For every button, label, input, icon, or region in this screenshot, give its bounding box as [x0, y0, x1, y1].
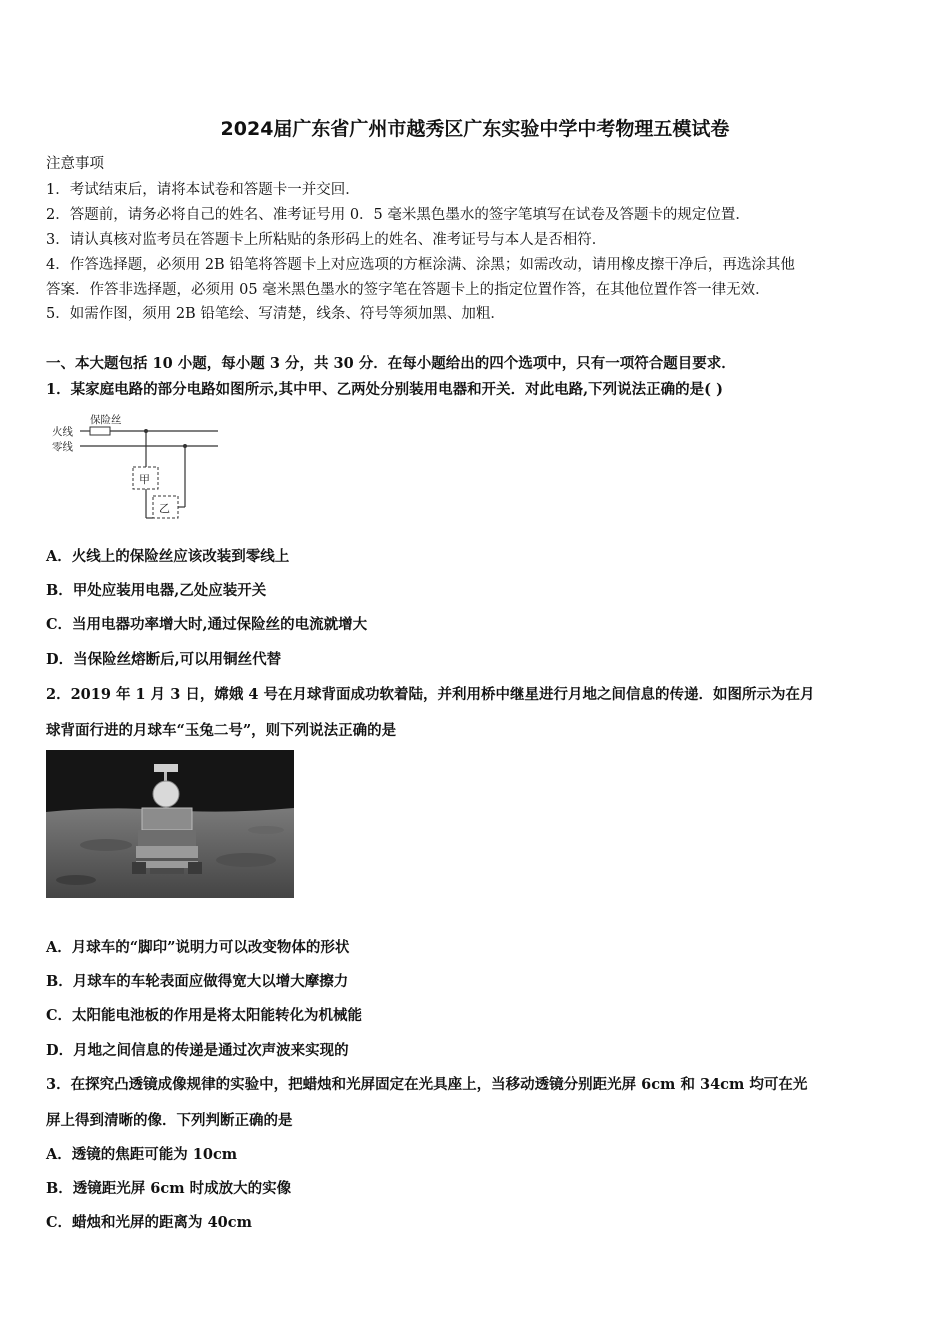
q2-stem-line2: 球背面行进的月球车“玉兔二号”，则下列说法正确的是	[46, 722, 397, 739]
lunar-rover-photo	[46, 750, 294, 898]
q1-stem: 1．某家庭电路的部分电路如图所示,其中甲、乙两处分别装用电器和开关．对此电路,下列说法正确的是( )	[46, 381, 723, 398]
notice-item: 1．考试结束后，请将本试卷和答题卡一并交回．	[46, 182, 360, 198]
live-wire-label: 火线	[52, 426, 73, 438]
q2-option-b: B．月球车的车轮表面应做得宽大以增大摩擦力	[46, 973, 349, 990]
q3-option-c: C．蜡烛和光屏的距离为 40cm	[46, 1214, 252, 1231]
notice-item: 3．请认真核对监考员在答题卡上所粘贴的条形码上的姓名、准考证号与本人是否相符．	[46, 232, 607, 248]
section-heading: 一、本大题包括 10 小题，每小题 3 分，共 30 分．在每小题给出的四个选项中，只有一项符合题目要求．	[46, 355, 736, 372]
notice-item: 4．作答选择题，必须用 2B 铅笔将答题卡上对应选项的方框涂满、涂黑；如需改动，请用橡皮擦干净后，再选涂其他	[46, 257, 795, 273]
notice-item: 5．如需作图，须用 2B 铅笔绘、写清楚，线条、符号等须加黑、加粗．	[46, 306, 505, 322]
fuse-label: 保险丝	[90, 414, 122, 426]
neutral-wire-label: 零线	[52, 441, 73, 453]
device-a-label: 甲	[139, 473, 150, 486]
page-title: 2024届广东省广州市越秀区广东实验中学中考物理五模试卷	[220, 118, 730, 140]
device-b-label: 乙	[159, 502, 170, 515]
q2-option-a: A．月球车的“脚印”说明力可以改变物体的形状	[46, 939, 350, 956]
q3-option-a: A．透镜的焦距可能为 10cm	[46, 1146, 238, 1163]
q3-stem-line1: 3．在探究凸透镜成像规律的实验中，把蜡烛和光屏固定在光具座上，当移动透镜分别距光屏 6cm 和 34cm 均可在光	[46, 1076, 808, 1093]
notice-item: 答案．作答非选择题，必须用 05 毫米黑色墨水的签字笔在答题卡上的指定位置作答，在其他位置作答一律无效．	[46, 282, 770, 298]
q2-option-d: D．月地之间信息的传递是通过次声波来实现的	[46, 1042, 349, 1059]
q2-option-c: C．太阳能电池板的作用是将太阳能转化为机械能	[46, 1007, 363, 1024]
q1-option-b: B．甲处应装用电器,乙处应装开关	[46, 582, 267, 599]
circuit-diagram	[50, 410, 225, 525]
fuse-symbol	[90, 427, 110, 435]
notice-item: 2．答题前，请务必将自己的姓名、准考证号用 0．5 毫米黑色墨水的签字笔填写在试卷及答题卡的规定位置．	[46, 207, 750, 223]
q3-option-b: B．透镜距光屏 6cm 时成放大的实像	[46, 1180, 292, 1197]
q1-option-c: C．当用电器功率增大时,通过保险丝的电流就增大	[46, 616, 368, 633]
q3-stem-line2: 屏上得到清晰的像．下列判断正确的是	[46, 1112, 293, 1129]
q1-option-a: A．火线上的保险丝应该改装到零线上	[46, 548, 290, 565]
q1-option-d: D．当保险丝熔断后,可以用铜丝代替	[46, 651, 282, 668]
q2-stem-line1: 2．2019 年 1 月 3 日，嫦娥 4 号在月球背面成功软着陆，并利用桥中继星进行月地之间信息的传递．如图所示为在月	[46, 686, 815, 703]
notice-heading: 注意事项	[46, 156, 104, 172]
